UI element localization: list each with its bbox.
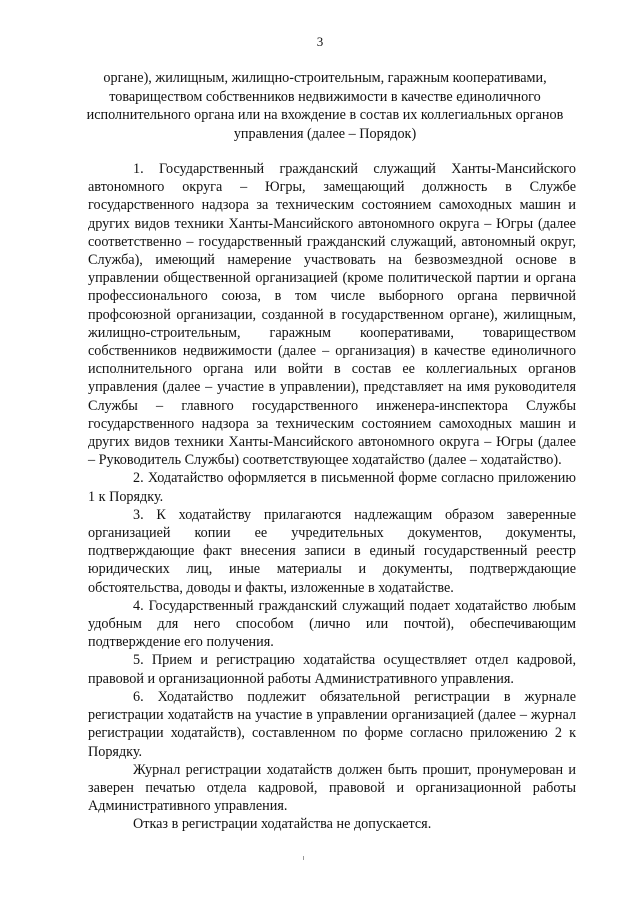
paragraph-4: 4. Государственный гражданский служащий подает ходатайство любым удобным для него способом (лично или почтой), обеспечивающим подтверждение его получения. <box>88 597 576 651</box>
paragraph-refusal: Отказ в регистрации ходатайства не допускается. <box>133 816 432 833</box>
paragraph-3: 3. К ходатайству прилагаются надлежащим образом заверенные организацией копии ее учредительных документов, документы, подтверждающие факт внесения записи в единый государственный реестр юридических лиц, иные материалы и документы, подтверждающие обстоятельства, доводы и факты, изложенные в ходатайстве. <box>88 506 576 596</box>
paragraph-1: 1. Государственный гражданский служащий Ханты-Мансийского автономного округа – Югры, замещающий должность в Службе государственного надзора за техническим состоянием самоходных машин и других видов техники Ханты-Мансийского автономного округа – Югры (далее соответственно – государственный гражданский служащий, автономный округ, Служба), имеющий намерение участвовать на безвозмездной основе в управлении общественной организацией (кроме политической партии и органа профессионального союза, в том числе выборного органа первичной профсоюзной организации, созданной в государственном органе), жилищным, жилищно-строительным, гаражным кооперативами, товариществом собственников недвижимости (далее – организация) в качестве единоличного исполнительного органа или войти в состав ее коллегиальных органов управления (далее – участие в управлении), представляет на имя руководителя Службы – главного государственного инженера-инспектора Службы государственного надзора за техническим состоянием самоходных машин и других видов техники Ханты-Мансийского автономного округа – Югры (далее – Руководитель Службы) соответствующее ходатайство (далее – ходатайство). <box>88 161 576 469</box>
document-heading: органе), жилищным, жилищно-строительным, гаражным кооперативами, товариществом собственников недвижимости в качестве единоличного исполнительного органа или на вхождение в состав их коллегиальных органов управления (далее – Порядок) <box>86 70 564 142</box>
paragraph-6: 6. Ходатайство подлежит обязательной регистрации в журнале регистрации ходатайств на участие в управлении организацией (далее – журнал регистрации ходатайств), составленном по форме согласно приложению 2 к Порядку. <box>88 688 576 760</box>
scan-mark <box>303 856 304 860</box>
page-number: 3 <box>316 34 324 49</box>
paragraph-journal: Журнал регистрации ходатайств должен быть прошит, пронумерован и заверен печатью отдела кадровой, правовой и организационной работы Административного управления. <box>88 761 576 815</box>
paragraph-2: 2. Ходатайство оформляется в письменной форме согласно приложению 1 к Порядку. <box>88 470 576 505</box>
document-body <box>88 160 576 834</box>
paragraph-5: 5. Прием и регистрацию ходатайства осуществляет отдел кадровой, правовой и организационной работы Административного управления. <box>88 652 576 687</box>
